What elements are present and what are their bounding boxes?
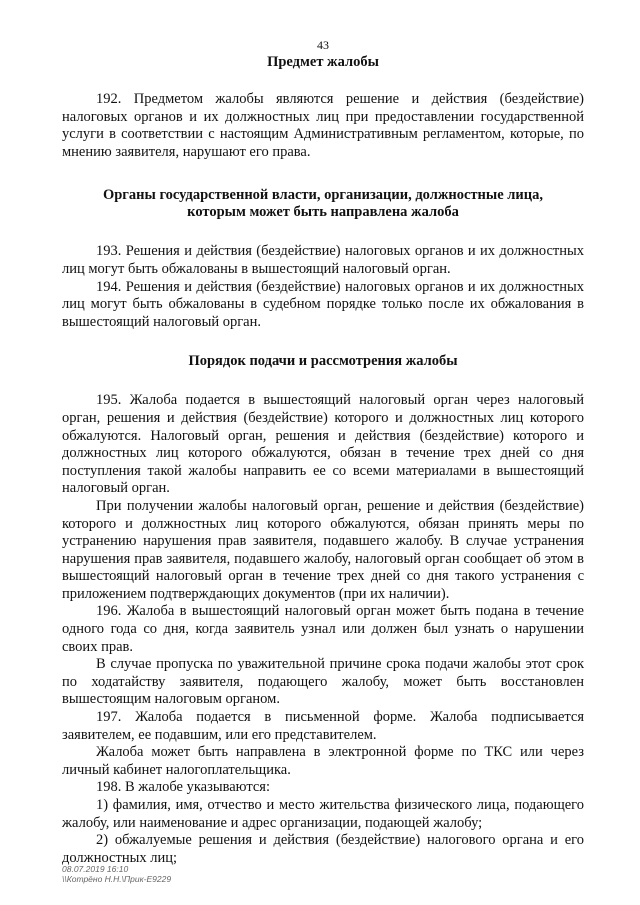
paragraph-198-item-2: 2) обжалуемые решения и действия (бездействие) налогового органа и его должностных лиц; xyxy=(62,832,584,866)
section-title-authorities-line2: которым может быть направлена жалоба xyxy=(187,204,459,221)
paragraph-192: 192. Предметом жалобы являются решение и действия (бездействие) налоговых органов и их должностных лиц при предоставлении государственной услуги в соответствии с настоящим Административным регламентом, которые, по мнению заявителя, нарушают его права. xyxy=(62,91,584,160)
paragraph-198: 198. В жалобе указываются: xyxy=(96,779,270,796)
paragraph-193: 193. Решения и действия (бездействие) налоговых органов и их должностных лиц могут быть обжалованы в вышестоящий налоговый орган. xyxy=(62,243,584,277)
paragraph-198-item-1: 1) фамилия, имя, отчество и место жительства физического лица, подающего жалобу, или наименование и адрес организации, подающей жалобу; xyxy=(62,797,584,831)
footer-file-path: \\Котрёно Н.Н.\Прик-Е9229 xyxy=(62,874,172,884)
page-number: 43 xyxy=(317,38,329,52)
paragraph-194: 194. Решения и действия (бездействие) налоговых органов и их должностных лиц могут быть обжалованы в судебном порядке только после их обжалования в вышестоящий налоговый орган. xyxy=(62,278,584,330)
section-title-authorities-line1: Органы государственной власти, организации, должностные лица, xyxy=(102,187,544,204)
document-footer xyxy=(62,864,171,884)
section-title-subject: Предмет жалобы xyxy=(267,54,379,70)
paragraph-196: 196. Жалоба в вышестоящий налоговый орган может быть подана в течение одного года со дня, когда заявитель узнал или должен был узнать о нарушении своих прав. xyxy=(62,603,584,655)
paragraph-197: 197. Жалоба подается в письменной форме. Жалоба подписывается заявителем, ее подавшим, или его представителем. xyxy=(62,709,584,743)
section-title-procedure: Порядок подачи и рассмотрения жалобы xyxy=(188,353,458,370)
footer-timestamp: 08.07.2019 16:10 xyxy=(62,864,129,874)
paragraph-195: 195. Жалоба подается в вышестоящий налоговый орган через налоговый орган, решения и действия (бездействие) которого и должностных лиц которого обжалуются. Налоговый орган, решения и действия (бездействие) которого и должностных лиц которого обжалуются, обязан в течение трех дней со дня поступления такой жалобы направить ее со всеми материалами в вышестоящий налоговый орган. xyxy=(62,392,584,497)
paragraph-195-continued: При получении жалобы налоговый орган, решение и действия (бездействие) которого и должностных лиц которого обжалуются, обязан принять меры по устранению нарушения прав заявителя, подавшего жалобу. В случае устранения нарушения прав заявителя, подавшего жалобу, налоговый орган сообщает об этом в вышестоящий налоговый орган в течение трех дней со дня такого устранения с приложением подтверждающих документов (при их наличии). xyxy=(62,497,584,602)
paragraph-197-continued: Жалоба может быть направлена в электронной форме по ТКС или через личный кабинет налогоплательщика. xyxy=(62,744,584,778)
paragraph-196-continued: В случае пропуска по уважительной причине срока подачи жалобы этот срок по ходатайству заявителя, подающего жалобу, может быть восстановлен вышестоящим налоговым органом. xyxy=(62,656,584,708)
